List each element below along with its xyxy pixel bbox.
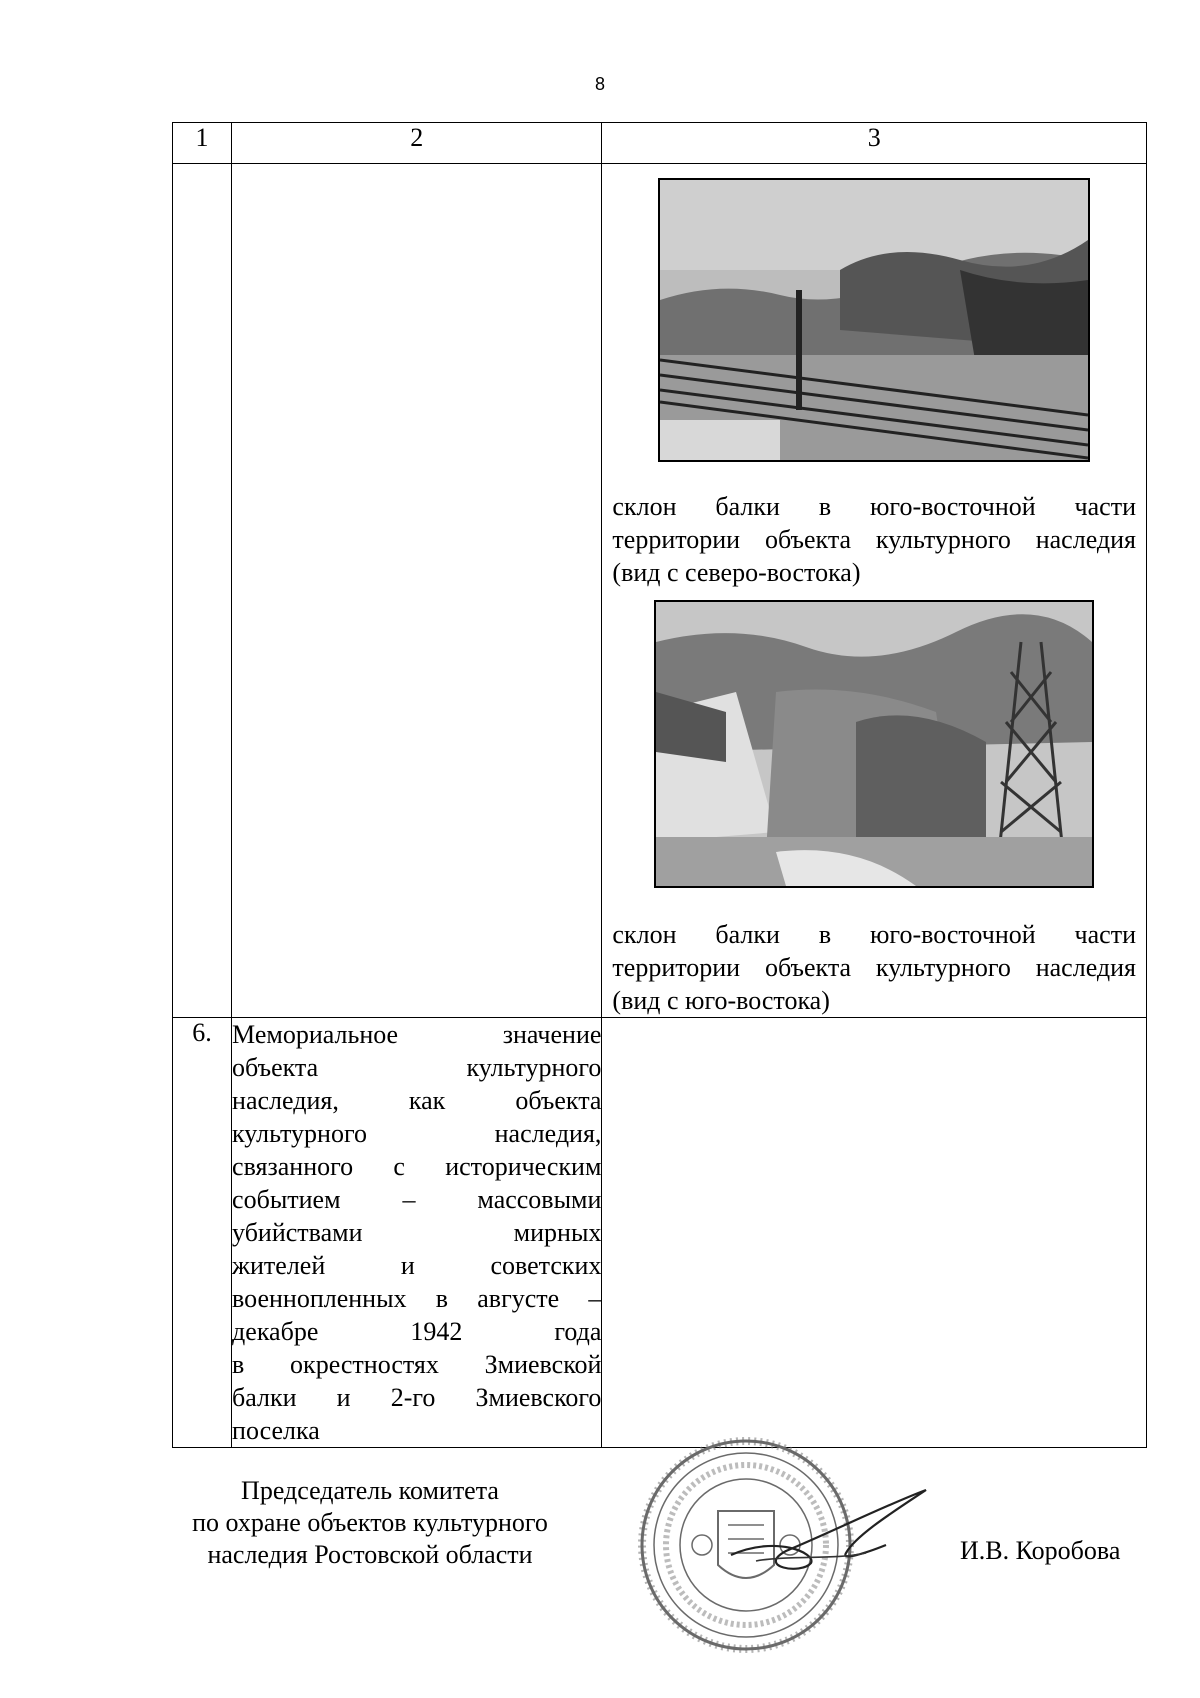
- row-6-line-9: военнопленных в августе –: [232, 1284, 602, 1313]
- signer-title-line-1: Председатель комитета: [241, 1476, 499, 1505]
- row-6-description: [232, 1018, 602, 1448]
- official-seal-icon: [636, 1435, 936, 1655]
- caption-1: [602, 490, 1146, 589]
- row-6-line-7: убийствами мирных: [232, 1218, 602, 1247]
- row-number-cell-empty: [173, 164, 232, 1018]
- trees-power-tower-photo: [654, 600, 1094, 888]
- railway-slope-photo: [658, 178, 1090, 462]
- signer-title-line-3: наследия Ростовской области: [207, 1540, 533, 1569]
- table-row-photos: [173, 164, 1147, 1018]
- signer-name: И.В. Коробова: [960, 1536, 1121, 1565]
- row-6-line-1: Мемориальное значение: [232, 1020, 602, 1049]
- caption-2-line-3: (вид с юго-востока): [612, 986, 830, 1015]
- table-row-6: [173, 1018, 1147, 1448]
- caption-1-line-2: территории объекта культурного наследия: [612, 525, 1136, 554]
- caption-1-line-3: (вид с северо-востока): [612, 558, 861, 587]
- row-6-line-6: событием – массовыми: [232, 1185, 602, 1214]
- row-6-line-12: балки и 2-го Змиевского: [232, 1383, 602, 1412]
- photos-cell: [602, 164, 1147, 1018]
- row-6-line-5: связанного с историческим: [232, 1152, 602, 1181]
- caption-2-line-1: склон балки в юго-восточной части: [612, 920, 1136, 949]
- row-6-line-8: жителей и советских: [232, 1251, 602, 1280]
- row-6-line-13: поселка: [232, 1416, 320, 1445]
- page-number: 8: [594, 74, 605, 94]
- signer-title-line-2: по охране объектов культурного: [192, 1508, 548, 1537]
- row-description-cell-empty: [232, 164, 602, 1018]
- header-col-1: 1: [173, 123, 232, 164]
- row-6-line-4: культурного наследия,: [232, 1119, 602, 1148]
- signer-title: [160, 1475, 580, 1571]
- caption-1-line-1: склон балки в юго-восточной части: [612, 492, 1136, 521]
- heritage-table: [172, 122, 1147, 1448]
- row-6-line-2: объекта культурного: [232, 1053, 602, 1082]
- row-6-line-11: в окрестностях Змиевской: [232, 1350, 602, 1379]
- row-6-photos-empty: [602, 1018, 1147, 1448]
- row-6-line-10: декабре 1942 года: [232, 1317, 602, 1346]
- header-col-3: 3: [602, 123, 1147, 164]
- header-col-2: 2: [232, 123, 602, 164]
- caption-2: [602, 918, 1146, 1017]
- row-6-line-3: наследия, как объекта: [232, 1086, 602, 1115]
- table-header-row: [173, 123, 1147, 164]
- row-6-number: 6.: [173, 1018, 232, 1448]
- caption-2-line-2: территории объекта культурного наследия: [612, 953, 1136, 982]
